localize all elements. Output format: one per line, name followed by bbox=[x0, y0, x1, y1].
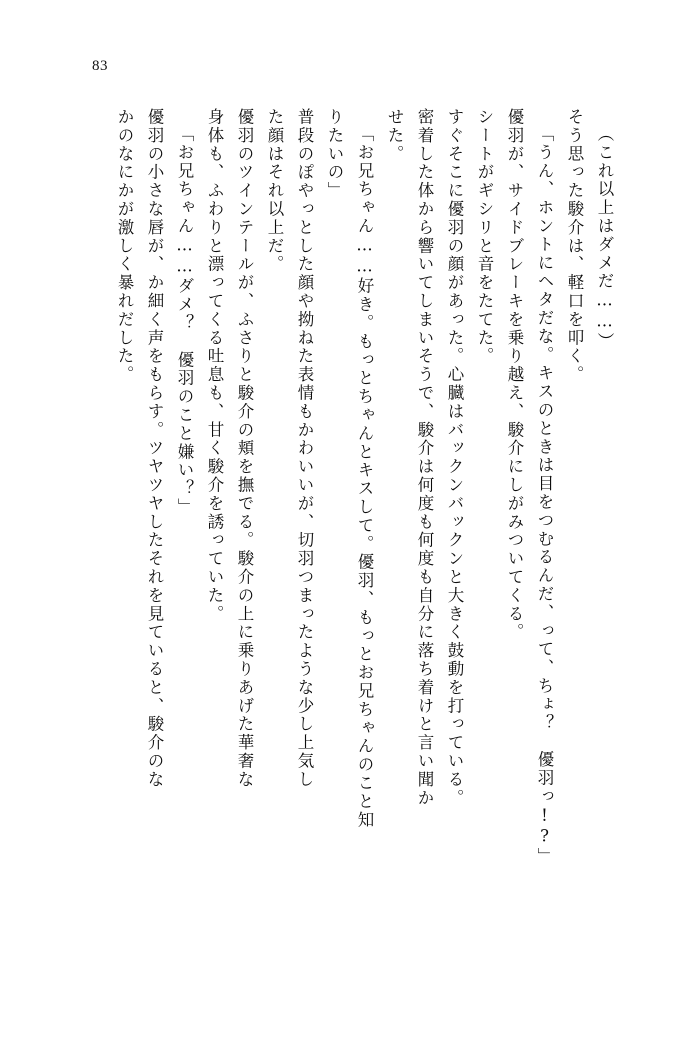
text-column: 優羽の小さな唇が、か細く声をもらす。ツヤツヤしたそれを見ていると、駿介のな bbox=[145, 108, 164, 789]
page-number: 83 bbox=[92, 58, 108, 74]
text-column: そう思った駿介は、軽口を叩く。 bbox=[565, 108, 584, 384]
text-column: 「お兄ちゃん……ダメ？ 優羽のこと嫌い？」 bbox=[175, 125, 194, 517]
text-column: すぐそこに優羽の顔があった。心臓はバックンバックンと大きく鼓動を打っている。 bbox=[445, 108, 464, 808]
text-column: （これ以上はダメだ……） bbox=[595, 125, 614, 351]
text-column: 普段のぽやっとした顔や拗ねた表情もかわいいが、切羽つまったような少し上気し bbox=[295, 108, 314, 789]
text-column: かのなにかが激しく暴れだした。 bbox=[115, 108, 134, 384]
text-column: 身体も、ふわりと漂ってくる吐息も、甘く駿介を誘っていた。 bbox=[205, 108, 224, 624]
text-column: た顔はそれ以上だ。 bbox=[265, 108, 284, 274]
text-column: 「うん、ホントにヘタだな。キスのときは目をつむるんだ、って、ちょ？ 優羽っ!?」 bbox=[535, 125, 554, 866]
text-column: 優羽が、サイドブレーキを乗り越え、駿介にしがみついてくる。 bbox=[505, 108, 524, 642]
text-column: 密着した体から響いてしまいそうで、駿介は何度も何度も自分に落ち着けと言い聞か bbox=[415, 108, 434, 808]
text-column: せた。 bbox=[385, 108, 404, 164]
text-column: りたいの」 bbox=[325, 108, 344, 200]
text-column: 優羽のツインテールが、ふさりと駿介の頬を撫でる。駿介の上に乗りあげた華奢な bbox=[235, 108, 254, 789]
vertical-text-block bbox=[70, 108, 612, 988]
text-column: シートがギシリと音をたてた。 bbox=[475, 108, 494, 366]
text-column: 「お兄ちゃん……好き。もっとちゃんとキスして。優羽、もっとお兄ちゃんのこと知 bbox=[355, 125, 374, 830]
